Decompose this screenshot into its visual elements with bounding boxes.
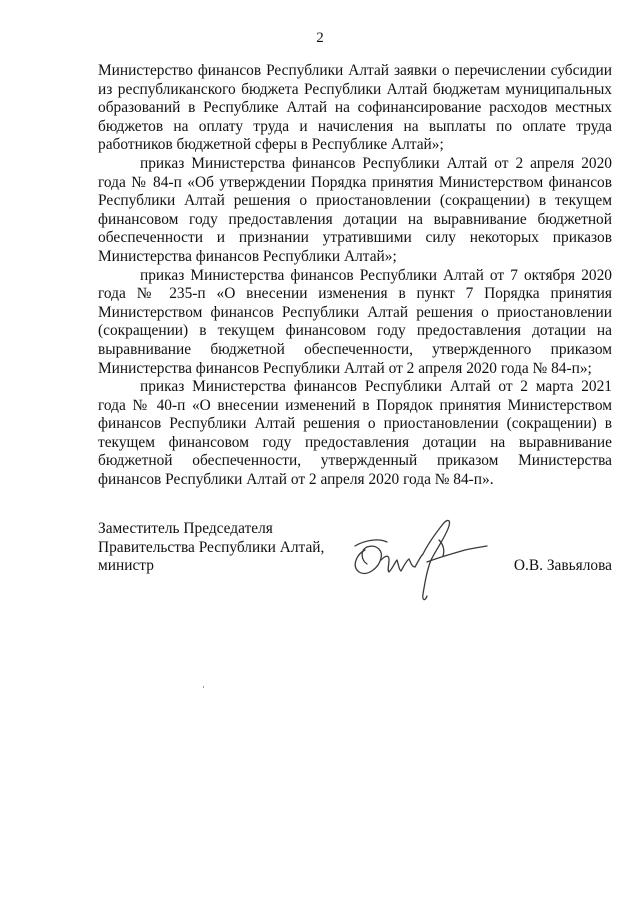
paragraph-continuation: Министерство финансов Республики Алтай заявки о перечислении субсидии из республиканского бюджета Республики Алтай бюджетам муниципальных образований в Республике Алтай на софинансирование расходов местных бюджетов на оплату труда и начисления на выплаты по оплате труда работников бюджетной сферы в Республике Алтай»; (98, 62, 612, 154)
signer-title (98, 520, 324, 576)
paragraph-order-40p: приказ Министерства финансов Республики Алтай от 2 марта 2021 года № 40-п «О внесении изменений в Порядок принятия Министерством финансов Республики Алтай решения о приостановлении (сокращении) в текущем финансовом году предоставления дотации на выравнивание бюджетной обеспеченности, утвержденный приказом Министерства финансов Республики Алтай от 2 апреля 2020 года № 84-п». (98, 378, 612, 489)
handwritten-signature (343, 510, 493, 605)
paragraph-order-235p: приказ Министерства финансов Республики Алтай от 7 октября 2020 года № 235-п «О внесении изменения в пункт 7 Порядка принятия Министерством финансов Республики Алтай решения о приостановлении (сокращении) в текущем финансовом году предоставления дотации на выравнивание бюджетной обеспеченности, утвержденного приказом Министерства финансов Республики Алтай от 2 апреля 2020 года № 84-п»; (98, 266, 612, 377)
signature-block (98, 520, 612, 610)
page-number: 2 (316, 30, 324, 46)
paragraph-order-84p: приказ Министерства финансов Республики Алтай от 2 апреля 2020 года № 84-п «Об утверждении Порядка принятия Министерством финансов Республики Алтай решения о приостановлении (сокращении) в текущем финансовом году предоставления дотации на выравнивание бюджетной обеспеченности и признании утратившими силу некоторых приказов Министерства финансов Республики Алтай»; (98, 154, 612, 265)
document-body (98, 62, 612, 490)
signer-title-line: Заместитель Председателя (98, 520, 273, 537)
signer-name: О.В. Завьялова (513, 557, 612, 574)
scan-speck (203, 686, 204, 688)
signer-title-line: министр (98, 557, 154, 575)
signer-title-line: Правительства Республики Алтай, (98, 538, 325, 556)
